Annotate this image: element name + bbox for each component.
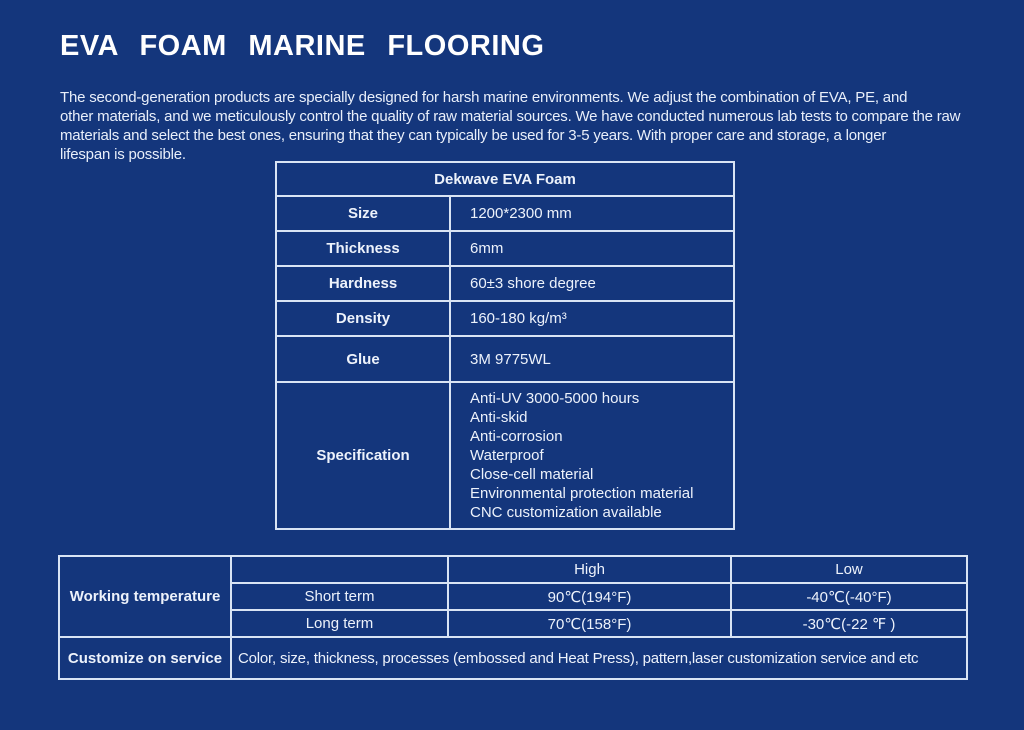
working-temperature-label: Working temperature bbox=[59, 556, 231, 637]
spec-item-anti-corrosion: Anti-corrosion bbox=[470, 428, 563, 445]
spec-row-density bbox=[276, 301, 734, 336]
customize-label: Customize on service bbox=[59, 637, 231, 679]
spec-item-environmental: Environmental protection material bbox=[470, 485, 694, 502]
spec-row-hardness bbox=[276, 266, 734, 301]
spec-item-waterproof: Waterproof bbox=[470, 447, 544, 464]
spec-label-specification: Specification bbox=[276, 382, 450, 529]
spec-label-thickness: Thickness bbox=[276, 231, 450, 266]
spec-value-density: 160-180 kg/m³ bbox=[450, 301, 734, 336]
spec-table-title-row bbox=[276, 162, 734, 196]
customize-row bbox=[59, 637, 967, 679]
spec-row-glue bbox=[276, 336, 734, 382]
spec-item-anti-uv: Anti-UV 3000-5000 hours bbox=[470, 390, 640, 407]
temp-empty-header-cell bbox=[231, 556, 448, 583]
product-spec-table bbox=[275, 161, 735, 530]
long-term-high-value: 70℃(158°F) bbox=[448, 610, 731, 637]
spec-item-anti-skid: Anti-skid bbox=[470, 409, 528, 426]
working-temperature-table bbox=[58, 555, 968, 680]
intro-paragraph bbox=[60, 88, 1020, 164]
intro-line-2: other materials, and we meticulously control the quality of raw material sources. We have conducted numerous lab tests to compare the raw bbox=[60, 108, 961, 125]
spec-item-close-cell: Close-cell material bbox=[470, 466, 594, 483]
spec-item-cnc: CNC customization available bbox=[470, 504, 662, 521]
page-title: EVA FOAM MARINE FLOORING bbox=[60, 30, 545, 62]
spec-row-thickness bbox=[276, 231, 734, 266]
temp-header-high: High bbox=[448, 556, 731, 583]
spec-row-specification bbox=[276, 382, 734, 529]
short-term-high-value: 90℃(194°F) bbox=[448, 583, 731, 610]
spec-label-size: Size bbox=[276, 196, 450, 231]
short-term-label: Short term bbox=[231, 583, 448, 610]
short-term-low-value: -40℃(-40°F) bbox=[731, 583, 967, 610]
long-term-low-value: -30℃(-22 ℉ ) bbox=[731, 610, 967, 637]
temp-header-low: Low bbox=[731, 556, 967, 583]
spec-value-hardness: 60±3 shore degree bbox=[450, 266, 734, 301]
spec-value-thickness: 6mm bbox=[450, 231, 734, 266]
intro-line-4: lifespan is possible. bbox=[60, 146, 186, 163]
spec-row-size bbox=[276, 196, 734, 231]
customize-value: Color, size, thickness, processes (embossed and Heat Press), pattern,laser customization service and etc bbox=[231, 637, 967, 679]
long-term-label: Long term bbox=[231, 610, 448, 637]
spec-value-size: 1200*2300 mm bbox=[450, 196, 734, 231]
intro-line-3: materials and select the best ones, ensuring that they can typically be used for 3-5 years. With proper care and storage, a longer bbox=[60, 127, 887, 144]
spec-label-hardness: Hardness bbox=[276, 266, 450, 301]
spec-value-specification bbox=[450, 382, 734, 529]
temp-header-row bbox=[59, 556, 967, 583]
spec-label-glue: Glue bbox=[276, 336, 450, 382]
spec-value-glue: 3M 9775WL bbox=[450, 336, 734, 382]
spec-label-density: Density bbox=[276, 301, 450, 336]
intro-line-1: The second-generation products are specially designed for harsh marine environments. We adjust the combination of EVA, PE, and bbox=[60, 89, 908, 106]
spec-table-title: Dekwave EVA Foam bbox=[276, 162, 734, 196]
